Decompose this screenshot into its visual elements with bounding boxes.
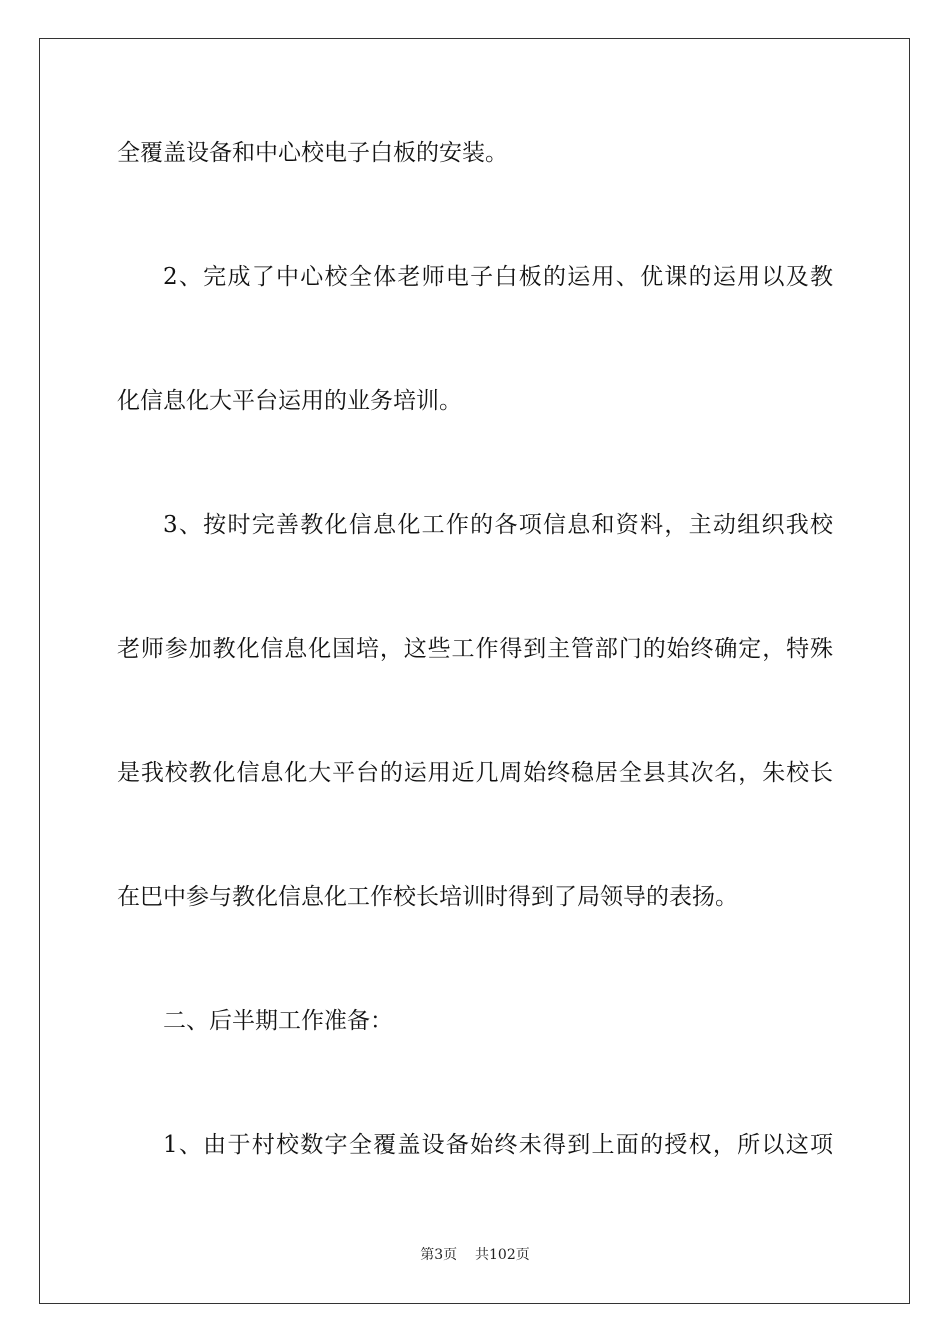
page-border — [39, 38, 910, 1304]
page-number: 第3页 — [420, 1247, 458, 1263]
text-line: 3、按时完善教化信息化工作的各项信息和资料，主动组织我校 — [163, 512, 833, 538]
text-line: 老师参加教化信息化国培，这些工作得到主管部门的始终确定，特殊 — [117, 636, 833, 662]
text-line: 是我校教化信息化大平台的运用近几周始终稳居全县其次名，朱校长 — [117, 760, 833, 786]
section-heading: 二、后半期工作准备： — [163, 1008, 393, 1034]
text-line: 2、完成了中心校全体老师电子白板的运用、优课的运用以及教 — [163, 264, 833, 290]
text-line: 化信息化大平台运用的业务培训。 — [117, 388, 462, 414]
text-line: 1、由于村校数字全覆盖设备始终未得到上面的授权，所以这项 — [163, 1132, 833, 1158]
page-total: 共102页 — [475, 1247, 530, 1263]
text-line: 在巴中参与教化信息化工作校长培训时得到了局领导的表扬。 — [117, 884, 738, 910]
text-line: 全覆盖设备和中心校电子白板的安装。 — [117, 140, 508, 166]
page-footer — [0, 1246, 950, 1264]
